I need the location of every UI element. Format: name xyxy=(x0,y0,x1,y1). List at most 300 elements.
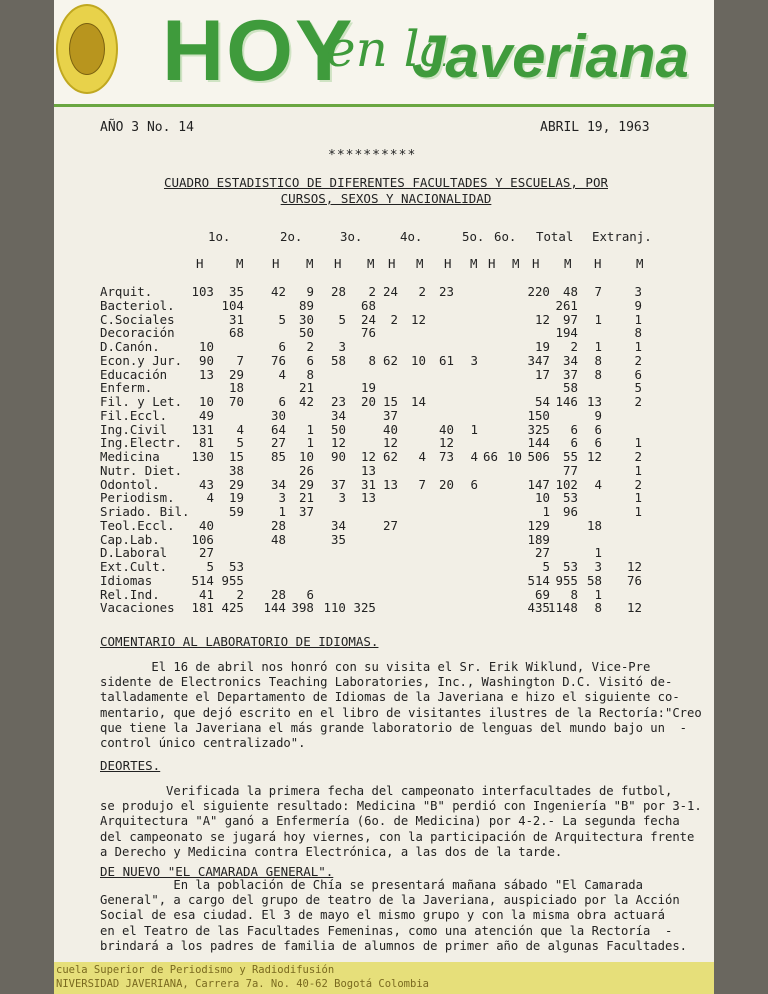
section-body-deportes xyxy=(100,784,702,860)
background-left-page xyxy=(0,0,56,994)
table-cell: 10 xyxy=(199,394,214,409)
table-cell: 40 xyxy=(383,421,398,437)
table-cell: 12 xyxy=(627,600,642,616)
table-cell: 34 xyxy=(331,407,346,423)
table-cell: 4 xyxy=(594,476,602,492)
table-row xyxy=(54,545,714,559)
table-cell: 12 xyxy=(587,449,602,464)
table-cell: 13 xyxy=(361,462,376,478)
table-cell: 76 xyxy=(271,352,286,368)
column-sex-header: H xyxy=(334,256,342,271)
paragraph-line: a Derecho y Medicina contra Electrónica, a las dos de la tarde. xyxy=(100,844,563,859)
table-cell: 6 xyxy=(594,435,602,451)
table-cell: 144 xyxy=(263,600,286,616)
column-group-header: 3o. xyxy=(340,229,363,244)
table-cell: 9 xyxy=(634,297,642,313)
table-cell: 27 xyxy=(271,435,286,451)
table-cell: 10 xyxy=(299,449,314,464)
table-cell: 96 xyxy=(563,504,578,519)
table-row xyxy=(54,353,714,367)
table-cell: 85 xyxy=(271,449,286,464)
table-cell: 68 xyxy=(229,325,244,341)
table-cell: 1 xyxy=(594,311,602,327)
table-cell: 7 xyxy=(594,284,602,299)
table-cell: 29 xyxy=(299,476,314,492)
paragraph-line: Social de esa ciudad. El 3 de mayo el mismo grupo y con la misma obra actuará xyxy=(100,908,665,923)
table-cell: 5 xyxy=(634,380,642,396)
table-cell: 6 xyxy=(594,421,602,437)
table-cell: 26 xyxy=(299,462,314,478)
table-cell: 4 xyxy=(278,366,286,382)
column-sex-header: M xyxy=(470,256,478,271)
column-sex-header: H xyxy=(532,256,540,271)
table-row xyxy=(54,518,714,532)
column-sex-header: M xyxy=(564,256,572,271)
table-cell: 21 xyxy=(299,380,314,396)
university-seal-icon xyxy=(56,4,118,94)
table-cell: 59 xyxy=(229,504,244,519)
table-cell: 8 xyxy=(594,352,602,368)
table-cell: 506 xyxy=(527,449,550,464)
paragraph-line: talladamente el Departamento de Idiomas de la Javeriana e hizo el siguiente co- xyxy=(100,690,680,705)
table-cell: 3 xyxy=(338,490,346,506)
table-cell: 37 xyxy=(299,504,314,519)
table-cell: 8 xyxy=(634,325,642,341)
table-cell: 6 xyxy=(470,476,478,492)
table-cell: 104 xyxy=(221,297,244,313)
table-cell: 77 xyxy=(563,462,578,478)
table-cell: 3 xyxy=(470,352,478,368)
table-cell: 1 xyxy=(634,462,642,478)
table-cell: 955 xyxy=(555,572,578,588)
table-cell: 398 xyxy=(291,600,314,616)
table-cell: 90 xyxy=(199,352,214,368)
paragraph-line: Verificada la primera fecha del campeonato interfacultades de futbol, xyxy=(100,784,673,798)
column-group-header: Extranj. xyxy=(592,229,652,244)
section-heading-idiomas: COMENTARIO AL LABORATORIO DE IDIOMAS. xyxy=(100,634,379,649)
table-cell: 66 xyxy=(483,449,498,464)
table-cell: 42 xyxy=(271,284,286,299)
table-cell: 3 xyxy=(634,284,642,299)
table-cell: 2 xyxy=(634,476,642,492)
column-sex-header: H xyxy=(196,256,204,271)
table-cell: 53 xyxy=(229,559,244,574)
table-cell: 37 xyxy=(383,407,398,423)
table-cell: 8 xyxy=(368,352,376,368)
paragraph-line: Arquitectura "A" ganó a Enfermería (6o. de Medicina) por 4-2.- La segunda fecha xyxy=(100,814,680,829)
table-row xyxy=(54,477,714,491)
table-cell: 6 xyxy=(278,339,286,354)
table-cell: 13 xyxy=(383,476,398,492)
row-label: Teol.Eccl. xyxy=(100,517,175,533)
table-row xyxy=(54,422,714,436)
table-cell: 435 xyxy=(527,600,550,616)
table-cell: 8 xyxy=(594,366,602,382)
table-row xyxy=(54,490,714,504)
masthead xyxy=(54,0,714,107)
table-cell: 23 xyxy=(331,394,346,409)
table-cell: 1 xyxy=(470,421,478,437)
table-cell: 131 xyxy=(191,421,214,437)
table-cell: 10 xyxy=(411,352,426,368)
table-cell: 17 xyxy=(535,366,550,382)
table-cell: 1 xyxy=(594,586,602,602)
table-cell: 1 xyxy=(634,311,642,327)
table-cell: 5 xyxy=(278,311,286,327)
table-cell: 43 xyxy=(199,476,214,492)
column-sex-header: H xyxy=(488,256,496,271)
column-sex-header: M xyxy=(367,256,375,271)
table-cell: 1 xyxy=(634,490,642,506)
table-cell: 12 xyxy=(627,559,642,574)
table-cell: 106 xyxy=(191,531,214,547)
paragraph-line: sidente de Electronics Teaching Laboratories, Inc., Washington D.C. Visitó de- xyxy=(100,675,673,690)
issue-number: AÑO 3 No. 14 xyxy=(100,120,194,135)
footer-line1: cuela Superior de Periodismo y Radiodifusión xyxy=(56,964,335,976)
row-label: Arquit. xyxy=(100,284,153,299)
paragraph-line: del campeonato se jugará hoy viernes, con la participación de Arquitectura frente xyxy=(100,829,695,844)
column-group-header: Total xyxy=(536,229,574,244)
table-cell: 27 xyxy=(535,545,550,561)
paragraph-line: General", a cargo del grupo de teatro de la Javeriana, auspiciado por la Acción xyxy=(100,893,680,908)
table-cell: 49 xyxy=(199,407,214,423)
table-cell: 28 xyxy=(271,586,286,602)
table-cell: 325 xyxy=(353,600,376,616)
table-cell: 12 xyxy=(535,311,550,327)
table-cell: 2 xyxy=(236,586,244,602)
column-group-header: 4o. xyxy=(400,229,423,244)
table-cell: 40 xyxy=(439,421,454,437)
table-cell: 29 xyxy=(229,476,244,492)
table-row xyxy=(54,312,714,326)
table-cell: 1 xyxy=(542,504,550,519)
table-cell: 41 xyxy=(199,586,214,602)
table-cell: 14 xyxy=(411,394,426,409)
table-cell: 29 xyxy=(229,366,244,382)
row-label: C.Sociales xyxy=(100,311,175,327)
table-cell: 1 xyxy=(594,545,602,561)
table-cell: 19 xyxy=(229,490,244,506)
table-cell: 194 xyxy=(555,325,578,341)
column-sex-header: H xyxy=(272,256,280,271)
column-group-header: 5o. xyxy=(462,229,485,244)
table-cell: 2 xyxy=(570,339,578,354)
row-label: Ing.Electr. xyxy=(100,435,183,451)
table-cell: 24 xyxy=(361,311,376,327)
table-cell: 70 xyxy=(229,394,244,409)
table-row xyxy=(54,532,714,546)
table-cell: 12 xyxy=(361,449,376,464)
table-cell: 9 xyxy=(306,284,314,299)
table-cell: 5 xyxy=(542,559,550,574)
table-cell: 6 xyxy=(634,366,642,382)
row-label: Fil. y Let. xyxy=(100,394,183,409)
footer-line2: NIVERSIDAD JAVERIANA, Carrera 7a. No. 40-62 Bogotá Colombia xyxy=(56,978,429,990)
table-cell: 27 xyxy=(199,545,214,561)
column-group-header: 6o. xyxy=(494,229,517,244)
paragraph-line: En la población de Chía se presentará mañana sábado "El Camarada xyxy=(100,878,643,892)
table-cell: 6 xyxy=(278,394,286,409)
table-row xyxy=(54,504,714,518)
table-cell: 73 xyxy=(439,449,454,464)
paragraph-line: que tiene la Javeriana el más grande laboratorio de lenguas del mundo bajo un - xyxy=(100,720,687,735)
table-cell: 50 xyxy=(331,421,346,437)
table-cell: 8 xyxy=(570,586,578,602)
table-cell: 13 xyxy=(199,366,214,382)
paragraph-line: se produjo el siguiente resultado: Medicina "B" perdió con Ingeniería "B" por 3-1. xyxy=(100,799,702,814)
table-cell: 10 xyxy=(507,449,522,464)
table-cell: 62 xyxy=(383,352,398,368)
background-right-page xyxy=(714,0,768,994)
table-cell: 9 xyxy=(594,407,602,423)
table-row xyxy=(54,408,714,422)
table-title-line2: CURSOS, SEXOS Y NACIONALIDAD xyxy=(280,191,492,206)
column-group-header: 1o. xyxy=(208,229,231,244)
row-label: Enferm. xyxy=(100,380,153,396)
table-cell: 2 xyxy=(306,339,314,354)
table-cell: 24 xyxy=(383,284,398,299)
table-cell: 53 xyxy=(563,559,578,574)
table-cell: 19 xyxy=(535,339,550,354)
table-title-line1: CUADRO ESTADISTICO DE DIFERENTES FACULTADES Y ESCUELAS, POR xyxy=(163,175,608,190)
table-row xyxy=(54,380,714,394)
row-label: Fil.Eccl. xyxy=(100,407,168,423)
table-cell: 19 xyxy=(361,380,376,396)
paragraph-line: control único centralizado". xyxy=(100,736,306,751)
table-cell: 13 xyxy=(587,394,602,409)
table-row xyxy=(54,559,714,573)
table-cell: 55 xyxy=(563,449,578,464)
table-cell: 103 xyxy=(191,284,214,299)
table-cell: 54 xyxy=(535,394,550,409)
table-cell: 3 xyxy=(594,559,602,574)
table-cell: 1148 xyxy=(548,600,578,616)
table-cell: 37 xyxy=(563,366,578,382)
column-sex-header: M xyxy=(236,256,244,271)
table-cell: 4 xyxy=(418,449,426,464)
table-cell: 147 xyxy=(527,476,550,492)
section-heading-camarada: DE NUEVO "EL CAMARADA GENERAL". xyxy=(100,864,334,879)
table-cell: 58 xyxy=(331,352,346,368)
section-body-camarada xyxy=(100,878,687,954)
section-body-idiomas xyxy=(100,660,702,751)
table-cell: 48 xyxy=(563,284,578,299)
table-cell: 40 xyxy=(199,517,214,533)
table-cell: 514 xyxy=(527,572,550,588)
table-row xyxy=(54,284,714,298)
table-cell: 110 xyxy=(323,600,346,616)
table-cell: 58 xyxy=(587,572,602,588)
table-cell: 31 xyxy=(361,476,376,492)
row-label: Periodism. xyxy=(100,490,175,506)
column-group-header: 2o. xyxy=(280,229,303,244)
table-cell: 15 xyxy=(383,394,398,409)
table-cell: 5 xyxy=(206,559,214,574)
table-cell: 514 xyxy=(191,572,214,588)
table-cell: 18 xyxy=(229,380,244,396)
table-cell: 6 xyxy=(570,421,578,437)
row-label: Ing.Civil xyxy=(100,421,168,437)
table-cell: 76 xyxy=(627,572,642,588)
row-label: Econ.y Jur. xyxy=(100,352,183,368)
table-cell: 30 xyxy=(299,311,314,327)
table-cell: 1 xyxy=(306,421,314,437)
table-row xyxy=(54,600,714,614)
column-sex-header: M xyxy=(636,256,644,271)
table-cell: 15 xyxy=(229,449,244,464)
table-cell: 38 xyxy=(229,462,244,478)
table-cell: 23 xyxy=(439,284,454,299)
row-label: Vacaciones xyxy=(100,600,175,616)
row-label: D.Laboral xyxy=(100,545,168,561)
table-cell: 21 xyxy=(299,490,314,506)
table-cell: 220 xyxy=(527,284,550,299)
masthead-en-la: en la xyxy=(326,20,450,78)
row-label: Cap.Lab. xyxy=(100,531,160,547)
table-cell: 53 xyxy=(563,490,578,506)
row-label: D.Canón. xyxy=(100,339,160,354)
paragraph-line: mentario, que dejó escrito en el libro de visitantes ilustres de la Rectoría:"Creo xyxy=(100,705,702,720)
table-cell: 3 xyxy=(278,490,286,506)
table-cell: 1 xyxy=(634,435,642,451)
table-row xyxy=(54,587,714,601)
table-cell: 34 xyxy=(563,352,578,368)
table-row xyxy=(54,573,714,587)
table-cell: 81 xyxy=(199,435,214,451)
row-label: Medicina xyxy=(100,449,160,464)
column-sex-header: H xyxy=(444,256,452,271)
table-cell: 28 xyxy=(331,284,346,299)
section-heading-deportes: DEORTES. xyxy=(100,758,161,773)
issue-date: ABRIL 19, 1963 xyxy=(540,120,650,135)
table-cell: 12 xyxy=(411,311,426,327)
row-label: Educación xyxy=(100,366,168,382)
table-cell: 7 xyxy=(418,476,426,492)
table-cell: 7 xyxy=(236,352,244,368)
table-cell: 1 xyxy=(278,504,286,519)
table-cell: 18 xyxy=(587,517,602,533)
table-cell: 150 xyxy=(527,407,550,423)
table-row xyxy=(54,435,714,449)
table-cell: 325 xyxy=(527,421,550,437)
separator-stars: ********** xyxy=(328,148,417,163)
table-cell: 64 xyxy=(271,421,286,437)
table-cell: 8 xyxy=(594,600,602,616)
column-sex-header: M xyxy=(416,256,424,271)
table-cell: 31 xyxy=(229,311,244,327)
table-row xyxy=(54,463,714,477)
table-row xyxy=(54,367,714,381)
table-cell: 425 xyxy=(221,600,244,616)
column-sex-header: M xyxy=(306,256,314,271)
table-cell: 1 xyxy=(634,339,642,354)
row-label: Ext.Cult. xyxy=(100,559,168,574)
paragraph-line: en el Teatro de las Facultades Femeninas, como una atención que la Rectoría - xyxy=(100,923,673,938)
table-cell: 20 xyxy=(439,476,454,492)
row-label: Rel.Ind. xyxy=(100,586,160,602)
table-cell: 61 xyxy=(439,352,454,368)
table-cell: 347 xyxy=(527,352,550,368)
table-cell: 5 xyxy=(236,435,244,451)
document-page xyxy=(54,0,714,994)
table-cell: 8 xyxy=(306,366,314,382)
paragraph-line: brindará a los padres de familia de alumnos de primer año de algunas Facultades. xyxy=(100,938,687,953)
table-row xyxy=(54,339,714,353)
table-cell: 102 xyxy=(555,476,578,492)
table-cell: 37 xyxy=(331,476,346,492)
column-sex-header: M xyxy=(512,256,520,271)
table-cell: 90 xyxy=(331,449,346,464)
table-cell: 5 xyxy=(338,311,346,327)
table-cell: 30 xyxy=(271,407,286,423)
table-row xyxy=(54,449,714,463)
table-cell: 2 xyxy=(634,352,642,368)
table-row xyxy=(54,394,714,408)
table-cell: 13 xyxy=(361,490,376,506)
table-cell: 2 xyxy=(368,284,376,299)
table-cell: 10 xyxy=(535,490,550,506)
table-cell: 27 xyxy=(383,517,398,533)
table-cell: 2 xyxy=(634,394,642,409)
table-row xyxy=(54,325,714,339)
row-label: Odontol. xyxy=(100,476,160,492)
table-cell: 12 xyxy=(383,435,398,451)
column-sex-header: H xyxy=(388,256,396,271)
table-cell: 6 xyxy=(306,352,314,368)
masthead-javeriana: Javeriana xyxy=(412,23,689,90)
table-cell: 89 xyxy=(299,297,314,313)
table-cell: 50 xyxy=(299,325,314,341)
table-title xyxy=(116,175,656,207)
table-cell: 261 xyxy=(555,297,578,313)
table-cell: 1 xyxy=(306,435,314,451)
table-cell: 189 xyxy=(527,531,550,547)
row-label: Idiomas xyxy=(100,572,153,588)
table-cell: 6 xyxy=(570,435,578,451)
table-cell: 2 xyxy=(634,449,642,464)
masthead-hoy: HOY xyxy=(162,3,355,99)
footer-band xyxy=(54,962,714,994)
row-label: Decoración xyxy=(100,325,175,341)
row-label: Nutr. Diet. xyxy=(100,462,183,478)
table-cell: 42 xyxy=(299,394,314,409)
table-cell: 129 xyxy=(527,517,550,533)
table-cell: 12 xyxy=(331,435,346,451)
table-cell: 144 xyxy=(527,435,550,451)
row-label: Sriado. Bil. xyxy=(100,504,190,519)
table-cell: 955 xyxy=(221,572,244,588)
table-cell: 6 xyxy=(306,586,314,602)
table-cell: 35 xyxy=(331,531,346,547)
table-cell: 34 xyxy=(271,476,286,492)
row-label: Bacteriol. xyxy=(100,297,175,313)
table-cell: 2 xyxy=(390,311,398,327)
table-cell: 3 xyxy=(338,339,346,354)
table-cell: 1 xyxy=(634,504,642,519)
table-cell: 12 xyxy=(439,435,454,451)
paragraph-line: El 16 de abril nos honró con su visita el Sr. Erik Wiklund, Vice-Pre xyxy=(100,660,651,674)
table-row xyxy=(54,298,714,312)
table-cell: 97 xyxy=(563,311,578,327)
table-cell: 20 xyxy=(361,394,376,409)
table-cell: 1 xyxy=(594,339,602,354)
table-cell: 4 xyxy=(470,449,478,464)
table-cell: 10 xyxy=(199,339,214,354)
table-cell: 35 xyxy=(229,284,244,299)
table-cell: 146 xyxy=(555,394,578,409)
table-cell: 68 xyxy=(361,297,376,313)
column-sex-header: H xyxy=(594,256,602,271)
